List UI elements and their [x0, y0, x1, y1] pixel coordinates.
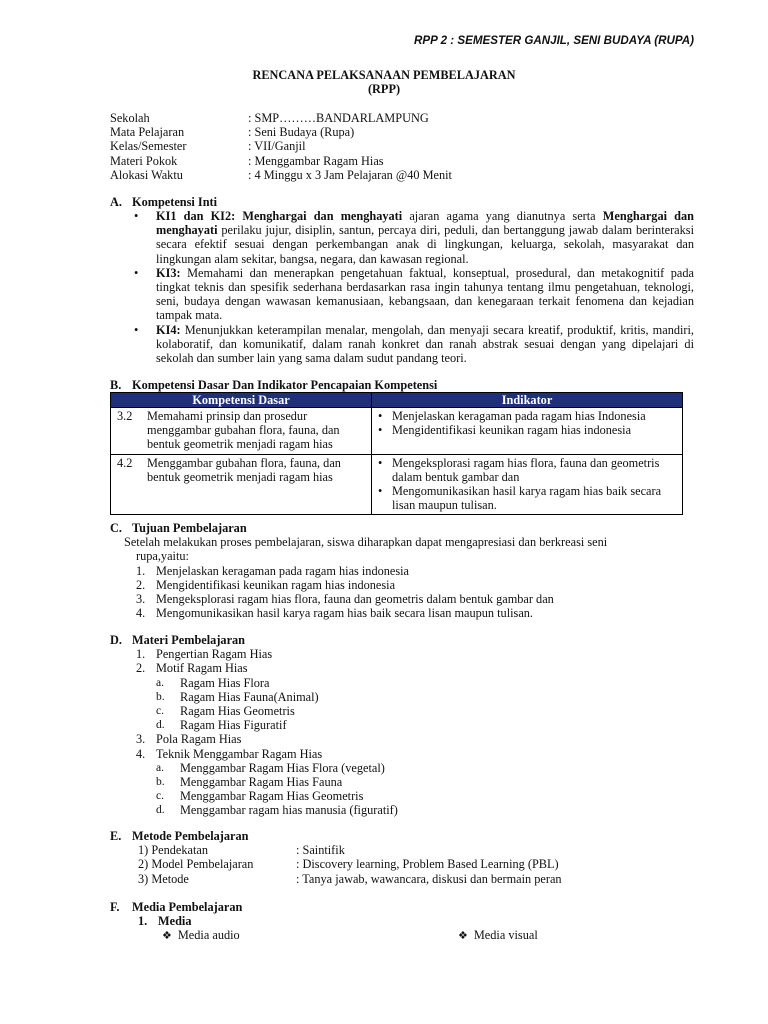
- list-item: d. Menggambar ragam hias manusia (figuratif): [156, 803, 398, 818]
- info-row: Materi Pokok : Menggambar Ragam Hias: [110, 153, 384, 168]
- list-item: a. Menggambar Ragam Hias Flora (vegetal): [156, 760, 385, 775]
- list-item: 3. Mengeksplorasi ragam hias flora, fauna dan geometris dalam bentuk gambar dan: [136, 592, 554, 607]
- list-item: • KI4: Menunjukkan keterampilan menalar, mengolah, dan menyaji secara kreatif, produktif, kritis, mandiri, kolaboratif, dan komunikatif, dalam ranah konkret dan ranah abstrak sesuai dengan yang dipelajari di sekolah dan sumber lain yang sama dalam sudut pandang teori.: [134, 322, 694, 366]
- list-item: 2. Mengidentifikasi keunikan ragam hias indonesia: [136, 577, 396, 592]
- diamond-bullet-icon: ❖: [162, 930, 172, 943]
- info-row: Mata Pelajaran : Seni Budaya (Rupa): [110, 125, 355, 140]
- list-item: • Mengeksplorasi ragam hias flora, fauna dan geometris dalam bentuk gambar dan: [378, 455, 660, 484]
- info-row: Alokasi Waktu : 4 Minggu x 3 Jam Pelajaran @40 Menit: [110, 167, 452, 182]
- section-c: C. Tujuan Pembelajaran Setelah melakukan proses pembelajaran, siswa diharapkan dapat mengapresiasi dan berkreasi seni rupa,yaitu: 1. Menjelaskan keragaman pada ragam hias indonesia 2. Mengidentifikasi keunikan ragam hias indonesia 3. Mengeksplorasi ragam hias flora, fauna dan geometris dalam bentuk gambar dan 4. Mengomunikasikan hasil karya ragam hias baik secara lisan maupun tulisan.: [110, 521, 670, 620]
- section-e: E. Metode Pembelajaran 1) Pendekatan : Saintifik 2) Model Pembelajaran : Discovery learning, Problem Based Learning (PBL) 3) Metode : Tanya jawab, wawancara, diskusi dan bermain peran: [110, 829, 562, 886]
- list-item: 3. Pola Ragam Hias: [136, 732, 242, 747]
- page-header: RPP 2 : SEMESTER GANJIL, SENI BUDAYA (RUPA): [414, 34, 694, 47]
- list-item: 2. Motif Ragam Hias: [136, 661, 248, 676]
- diamond-bullet-icon: ❖: [458, 930, 468, 943]
- media-heading: 1. Media: [138, 914, 192, 929]
- list-item: b. Menggambar Ragam Hias Fauna: [156, 775, 343, 790]
- list-item: • KI3: Memahami dan menerapkan pengetahuan faktual, konseptual, prosedural, dan metakognitif pada tingkat teknis dan spesifik sederhana berdasarkan rasa ingin tahunya tentang ilmu pengetahuan, teknologi, seni, budaya dengan wawasan kemanusiaan, kebangsaan, dan kenegaraan terkait fenomena dan kejadian tampak mata.: [134, 265, 694, 323]
- list-item: c. Ragam Hias Geometris: [156, 704, 295, 719]
- table-row: 3.2 Memahami prinsip dan prosedur menggambar gubahan flora, fauna, dan bentuk geometrik menjadi ragam hias • Menjelaskan keragaman pada ragam hias Indonesia • Mengidentifikasi keunikan ragam hias indonesia: [111, 408, 683, 455]
- section-a-heading: A. Kompetensi Inti: [110, 195, 218, 209]
- list-item: ❖ Media audio: [162, 928, 240, 943]
- list-item: 3) Metode : Tanya jawab, wawancara, diskusi dan bermain peran: [138, 871, 562, 886]
- list-item: 1. Pengertian Ragam Hias: [136, 647, 273, 662]
- list-item: • Mengomunikasikan hasil karya ragam hias baik secara lisan maupun tulisan.: [378, 484, 662, 513]
- list-item: 1) Pendekatan : Saintifik: [138, 843, 345, 858]
- list-item: • Menjelaskan keragaman pada ragam hias Indonesia: [378, 409, 646, 423]
- list-item: c. Menggambar Ragam Hias Geometris: [156, 789, 364, 804]
- materi-list: [110, 647, 398, 817]
- table-row: 4.2 Menggambar gubahan flora, fauna, dan bentuk geometrik menjadi ragam hias • Mengeksplorasi ragam hias flora, fauna dan geometris dalam bentuk gambar dan • Mengomunikasikan hasil karya ragam hias baik secara lisan maupun tulisan.: [111, 454, 683, 515]
- ki-list: [134, 209, 694, 365]
- table-header-indikator: Indikator: [372, 393, 683, 408]
- list-item: ❖ Media visual: [458, 928, 538, 943]
- identity-block: [110, 111, 452, 182]
- list-item: 1. Menjelaskan keragaman pada ragam hias indonesia: [136, 563, 410, 578]
- list-item: • Mengidentifikasi keunikan ragam hias indonesia: [378, 423, 632, 438]
- document-title: [0, 68, 768, 96]
- title-line-1: RENCANA PELAKSANAAN PEMBELAJARAN: [252, 68, 516, 82]
- info-row: Kelas/Semester : VII/Ganjil: [110, 139, 306, 154]
- table-header-kd: Kompetensi Dasar: [111, 393, 372, 408]
- tujuan-list: [110, 564, 670, 621]
- list-item: b. Ragam Hias Fauna(Animal): [156, 689, 319, 704]
- list-item: • KI1 dan KI2: Menghargai dan menghayati ajaran agama yang dianutnya serta Menghargai dan menghayati perilaku jujur, disiplin, santun, percaya diri, peduli, dan bertanggung jawab dalam berinteraksi secara efektif sesuai dengan perkembangan anak di lingkungan, keluarga, sekolah, masyarakat dan lingkungan alam sekitar, bangsa, negara, dan kawasan regional.: [134, 209, 694, 266]
- competency-table: [110, 392, 683, 515]
- list-item: 4. Mengomunikasikan hasil karya ragam hias baik secara lisan maupun tulisan.: [136, 606, 534, 621]
- list-item: 4. Teknik Menggambar Ragam Hias: [136, 746, 323, 761]
- title-line-2: (RPP): [367, 82, 401, 97]
- info-row: Sekolah : SMP………BANDARLAMPUNG: [110, 111, 429, 125]
- list-item: 2) Model Pembelajaran : Discovery learning, Problem Based Learning (PBL): [138, 857, 559, 872]
- section-d: D. Materi Pembelajaran 1. Pengertian Ragam Hias 2. Motif Ragam Hias a. Ragam Hias Flora b. Ragam Hias Fauna(Animal) c. Ragam Hias Geometris d. Ragam Hias Figuratif 3. Pola Ragam Hias 4. Teknik Menggambar Ragam Hias a. Menggambar Ragam Hias Flora (vegetal) b. Menggambar Ragam Hias Fauna c. Menggambar Ragam Hias Geometris d. Menggambar ragam hias manusia (figuratif): [110, 633, 398, 818]
- media-list: [110, 928, 670, 943]
- section-b-heading: B. Kompetensi Dasar Dan Indikator Pencapaian Kompetensi: [110, 378, 438, 392]
- list-item: d. Ragam Hias Figuratif: [156, 718, 287, 733]
- section-f: F. Media Pembelajaran 1. Media ❖ Media audio ❖ Media visual: [110, 900, 670, 944]
- section-c-intro: Setelah melakukan proses pembelajaran, siswa diharapkan dapat mengapresiasi dan berkreasi seni: [124, 535, 608, 550]
- list-item: a. Ragam Hias Flora: [156, 675, 270, 690]
